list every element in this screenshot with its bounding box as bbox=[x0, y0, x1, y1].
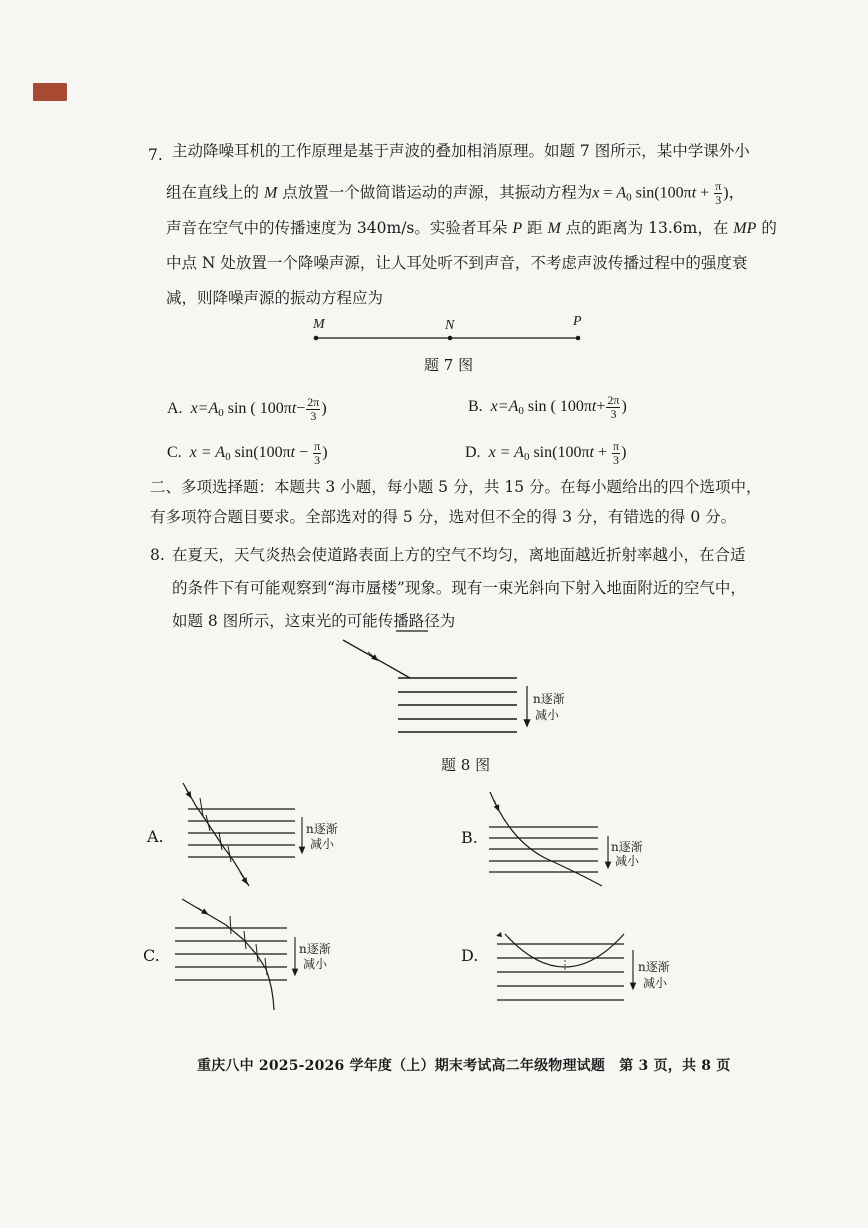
q7-eq-frac-num: π bbox=[715, 179, 722, 193]
q7-line3-P: P bbox=[512, 220, 523, 237]
option-D-t: t bbox=[589, 444, 594, 462]
option-D-num: π bbox=[613, 439, 620, 453]
option-A-sin: sin ( 100π bbox=[223, 400, 292, 418]
fig8-label-n: n逐渐 bbox=[533, 692, 565, 706]
fig8-caption: 题 8 图 bbox=[441, 756, 491, 774]
option-C-t: t bbox=[290, 444, 296, 462]
fig7-label-P: P bbox=[573, 314, 582, 329]
q7-eq-t: t bbox=[691, 184, 697, 202]
option-C-x: x = A bbox=[189, 444, 226, 462]
q8-line-2: 的条件下有可能观察到“海市蜃楼”现象。现有一束光斜向下射入地面附近的空气中， bbox=[172, 579, 746, 597]
option-A-x: x=A bbox=[190, 400, 219, 418]
optC-label-decrease: 减小 bbox=[303, 957, 328, 971]
option-C-sub: 0 bbox=[225, 451, 231, 464]
fig8-label-decrease: 减小 bbox=[535, 708, 560, 722]
option-A-den: 3 bbox=[310, 409, 317, 423]
q8-number: 8. bbox=[150, 546, 165, 564]
optB-label-n: n逐渐 bbox=[611, 840, 643, 854]
option-D-letter: D. bbox=[465, 444, 481, 462]
page-footer: 重庆八中 2025-2026 学年度（上）期末考试高二年级物理试题 第 3 页，共 8 页 bbox=[197, 1058, 731, 1074]
q7-eq-x: x bbox=[592, 184, 600, 202]
option-A-num: 2π bbox=[307, 395, 320, 409]
option-D-x: x = A bbox=[488, 444, 524, 462]
option-C-letter: C. bbox=[167, 444, 182, 462]
option-C-den: 3 bbox=[314, 453, 321, 467]
q7-line2-M: M bbox=[263, 184, 278, 202]
optD-label-n: n逐渐 bbox=[638, 960, 670, 974]
option-D-den: 3 bbox=[613, 453, 620, 467]
q8-option-D-letter[interactable]: D. bbox=[461, 946, 479, 965]
q7-line3-M: M bbox=[547, 220, 561, 237]
q8-line-3: 如题 8 图所示，这束光的可能传播路径为 bbox=[172, 612, 456, 630]
option-A-t: t bbox=[291, 400, 297, 418]
fig7-caption: 题 7 图 bbox=[424, 356, 474, 374]
q7-line3-a: 声音在空气中的传播速度为 340m/s。实验者耳朵 bbox=[166, 219, 513, 237]
q7-eq-sub: 0 bbox=[626, 191, 632, 204]
option-B-x: x=A bbox=[490, 398, 519, 416]
q8-option-C-letter[interactable]: C. bbox=[143, 946, 160, 965]
option-B-t: t bbox=[591, 398, 597, 416]
optA-label-n: n逐渐 bbox=[306, 822, 338, 836]
optD-label-decrease: 减小 bbox=[643, 976, 668, 990]
option-C-sign: − bbox=[295, 444, 313, 462]
option-A-letter: A. bbox=[167, 400, 183, 418]
q7-line3-b: 距 bbox=[522, 219, 548, 237]
option-C-num: π bbox=[314, 439, 321, 453]
q7-eq-equals: = bbox=[599, 184, 617, 202]
option-C-close: ) bbox=[322, 444, 328, 462]
q7-eq-plus: + bbox=[696, 184, 714, 202]
q7-line2-text: 组在直线上的 bbox=[166, 183, 264, 202]
q7-line3-d: 的 bbox=[756, 219, 777, 237]
section2-line-2: 有多项符合题目要求。全部选对的得 5 分，选对但不全的得 3 分，有错选的得 0 分。 bbox=[150, 508, 737, 526]
q7-line3-MP: MP bbox=[733, 220, 757, 237]
option-B-num: 2π bbox=[607, 393, 620, 407]
fig7-label-N: N bbox=[445, 318, 455, 333]
option-A-close: ) bbox=[321, 400, 327, 418]
fig7-label-M: M bbox=[313, 317, 325, 332]
option-D-sin: sin(100π bbox=[529, 444, 590, 462]
q7-eq-A: A bbox=[616, 184, 627, 202]
optA-label-decrease: 减小 bbox=[310, 837, 335, 851]
option-D-sub: 0 bbox=[523, 451, 530, 464]
option-A-sub: 0 bbox=[218, 407, 224, 420]
option-B-den: 3 bbox=[610, 407, 617, 421]
section2-line-1: 二、多项选择题：本题共 3 小题，每小题 5 分，共 15 分。在每小题给出的四个选项中， bbox=[150, 478, 762, 496]
optB-label-decrease: 减小 bbox=[615, 854, 640, 868]
q7-line-4: 中点 N 处放置一个降噪声源，让人耳处听不到声音，不考虑声波传播过程中的强度衰 bbox=[166, 254, 748, 272]
option-A-sign: − bbox=[296, 400, 306, 418]
q7-number: 7. bbox=[148, 146, 163, 164]
option-D-close: ) bbox=[621, 444, 627, 462]
optC-label-n: n逐渐 bbox=[299, 942, 331, 956]
q8-line-1: 在夏天，天气炎热会使道路表面上方的空气不均匀，离地面越近折射率越小，在合适 bbox=[172, 546, 746, 564]
option-B-letter: B. bbox=[468, 398, 483, 416]
option-B-close: ) bbox=[621, 398, 627, 416]
q7-line-5: 减，则降噪声源的振动方程应为 bbox=[166, 289, 384, 307]
option-B-sign: + bbox=[596, 398, 606, 416]
q7-eq-sin: sin(100π bbox=[631, 184, 692, 202]
q8-option-B-letter[interactable]: B. bbox=[461, 828, 478, 847]
option-D-sign: + bbox=[593, 444, 612, 462]
q7-eq-frac-den: 3 bbox=[715, 193, 722, 207]
option-B-sub: 0 bbox=[518, 405, 524, 418]
q7-line-1: 主动降噪耳机的工作原理是基于声波的叠加相消原理。如题 7 图所示，某中学课外小 bbox=[172, 142, 750, 160]
option-C-sin: sin(100π bbox=[230, 444, 291, 462]
q7-line3-c: 点的距离为 13.6m，在 bbox=[560, 219, 734, 237]
q7-line2-text2: 点放置一个做简谐运动的声源，其振动方程为 bbox=[277, 183, 593, 202]
q8-option-A-letter[interactable]: A. bbox=[147, 827, 164, 846]
q7-eq-close: )， bbox=[723, 184, 745, 202]
option-B-sin: sin ( 100π bbox=[523, 398, 592, 416]
